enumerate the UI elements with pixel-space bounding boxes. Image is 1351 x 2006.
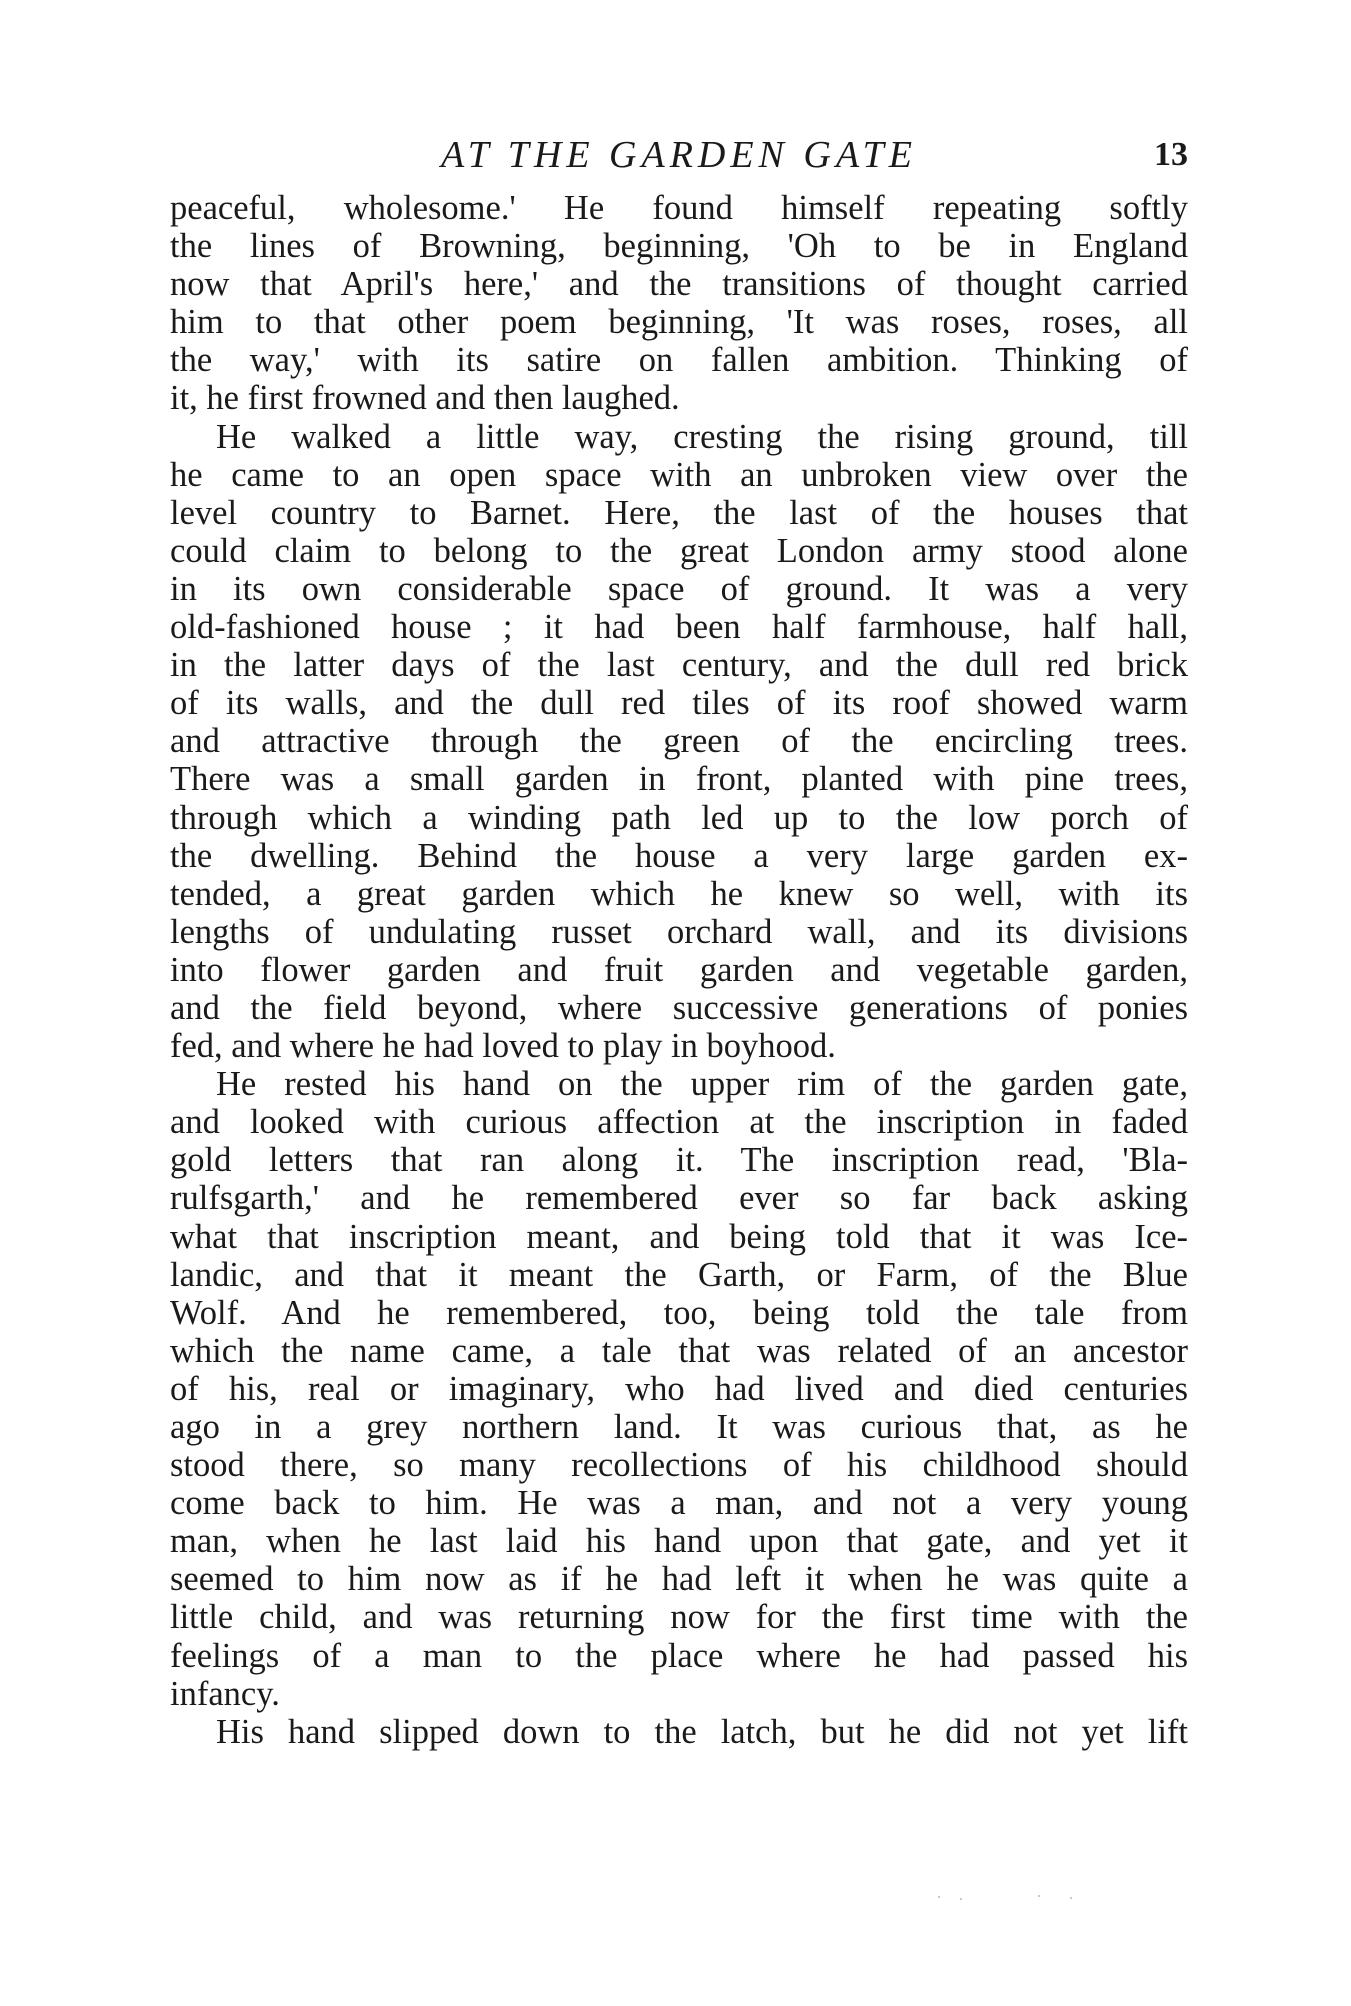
text-line: of his, real or imaginary, who had lived and died centuries [170, 1369, 1188, 1408]
text-line: now that April's here,' and the transitions of thought carried [170, 265, 1188, 304]
text-line: fed, and where he had loved to play in boyhood. [170, 1027, 836, 1066]
text-line: There was a small garden in front, planted with pine trees, [170, 760, 1188, 799]
text-line: into flower garden and fruit garden and vegetable garden, [170, 950, 1188, 989]
page-number: 13 [1154, 136, 1188, 173]
text-line: it, he first frowned and then laughed. [170, 379, 680, 418]
text-line: and looked with curious affection at the inscription in faded [170, 1103, 1188, 1142]
text-line: and the field beyond, where successive generations of ponies [170, 988, 1188, 1027]
text-line: lengths of undulating russet orchard wall, and its divisions [170, 912, 1188, 951]
text-line: peaceful, wholesome.' He found himself repeating softly [170, 189, 1188, 227]
text-line: tended, a great garden which he knew so well, with its [170, 874, 1188, 913]
paper-speck [960, 1898, 962, 1900]
text-line: what that inscription meant, and being told that it was Ice- [170, 1217, 1188, 1256]
text-line: through which a winding path led up to the low porch of [170, 798, 1188, 837]
paper-speck [1070, 1897, 1072, 1899]
text-line: rulfsgarth,' and he remembered ever so far back asking [170, 1179, 1188, 1218]
text-line: him to that other poem beginning, 'It was roses, roses, all [170, 303, 1188, 342]
text-line: which the name came, a tale that was related of an ancestor [170, 1331, 1188, 1370]
paper-speck [1038, 1895, 1040, 1897]
text-line: landic, and that it meant the Garth, or Farm, of the Blue [170, 1255, 1188, 1294]
page-header [170, 132, 1188, 178]
text-line: man, when he last laid his hand upon that gate, and yet it [170, 1522, 1188, 1561]
text-line: the way,' with its satire on fallen ambition. Thinking of [170, 341, 1188, 380]
text-line: and attractive through the green of the encircling trees. [170, 722, 1188, 761]
running-title: AT THE GARDEN GATE [441, 134, 917, 176]
text-line: come back to him. He was a man, and not a very young [170, 1484, 1188, 1523]
text-line: gold letters that ran along it. The inscription read, 'Bla- [170, 1141, 1188, 1180]
text-line: infancy. [170, 1674, 280, 1713]
text-line: His hand slipped down to the latch, but he did not yet lift [216, 1712, 1188, 1751]
text-line: he came to an open space with an unbroken view over the [170, 455, 1188, 494]
paper-specks [930, 1892, 1090, 1902]
text-line: little child, and was returning now for the first time with the [170, 1598, 1188, 1637]
text-line: stood there, so many recollections of his childhood should [170, 1446, 1188, 1485]
text-line: feelings of a man to the place where he had passed his [170, 1636, 1188, 1675]
body-text [170, 189, 1188, 1751]
text-line: seemed to him now as if he had left it when he was quite a [170, 1560, 1188, 1599]
text-line: He walked a little way, cresting the rising ground, till [216, 417, 1188, 456]
text-line: level country to Barnet. Here, the last of the houses that [170, 493, 1188, 532]
text-line: the lines of Browning, beginning, 'Oh to be in England [170, 227, 1188, 266]
text-line: of its walls, and the dull red tiles of its roof showed warm [170, 684, 1188, 723]
text-line: Wolf. And he remembered, too, being told the tale from [170, 1293, 1188, 1332]
text-line: the dwelling. Behind the house a very large garden ex- [170, 836, 1188, 875]
text-line: in the latter days of the last century, and the dull red brick [170, 646, 1188, 685]
text-line: in its own considerable space of ground. It was a very [170, 569, 1188, 608]
paper-speck [938, 1896, 940, 1898]
text-line: ago in a grey northern land. It was curious that, as he [170, 1408, 1188, 1446]
text-line: could claim to belong to the great London army stood alone [170, 531, 1188, 570]
text-line: He rested his hand on the upper rim of the garden gate, [216, 1065, 1188, 1104]
text-line: old-fashioned house ; it had been half farmhouse, half hall, [170, 608, 1188, 647]
